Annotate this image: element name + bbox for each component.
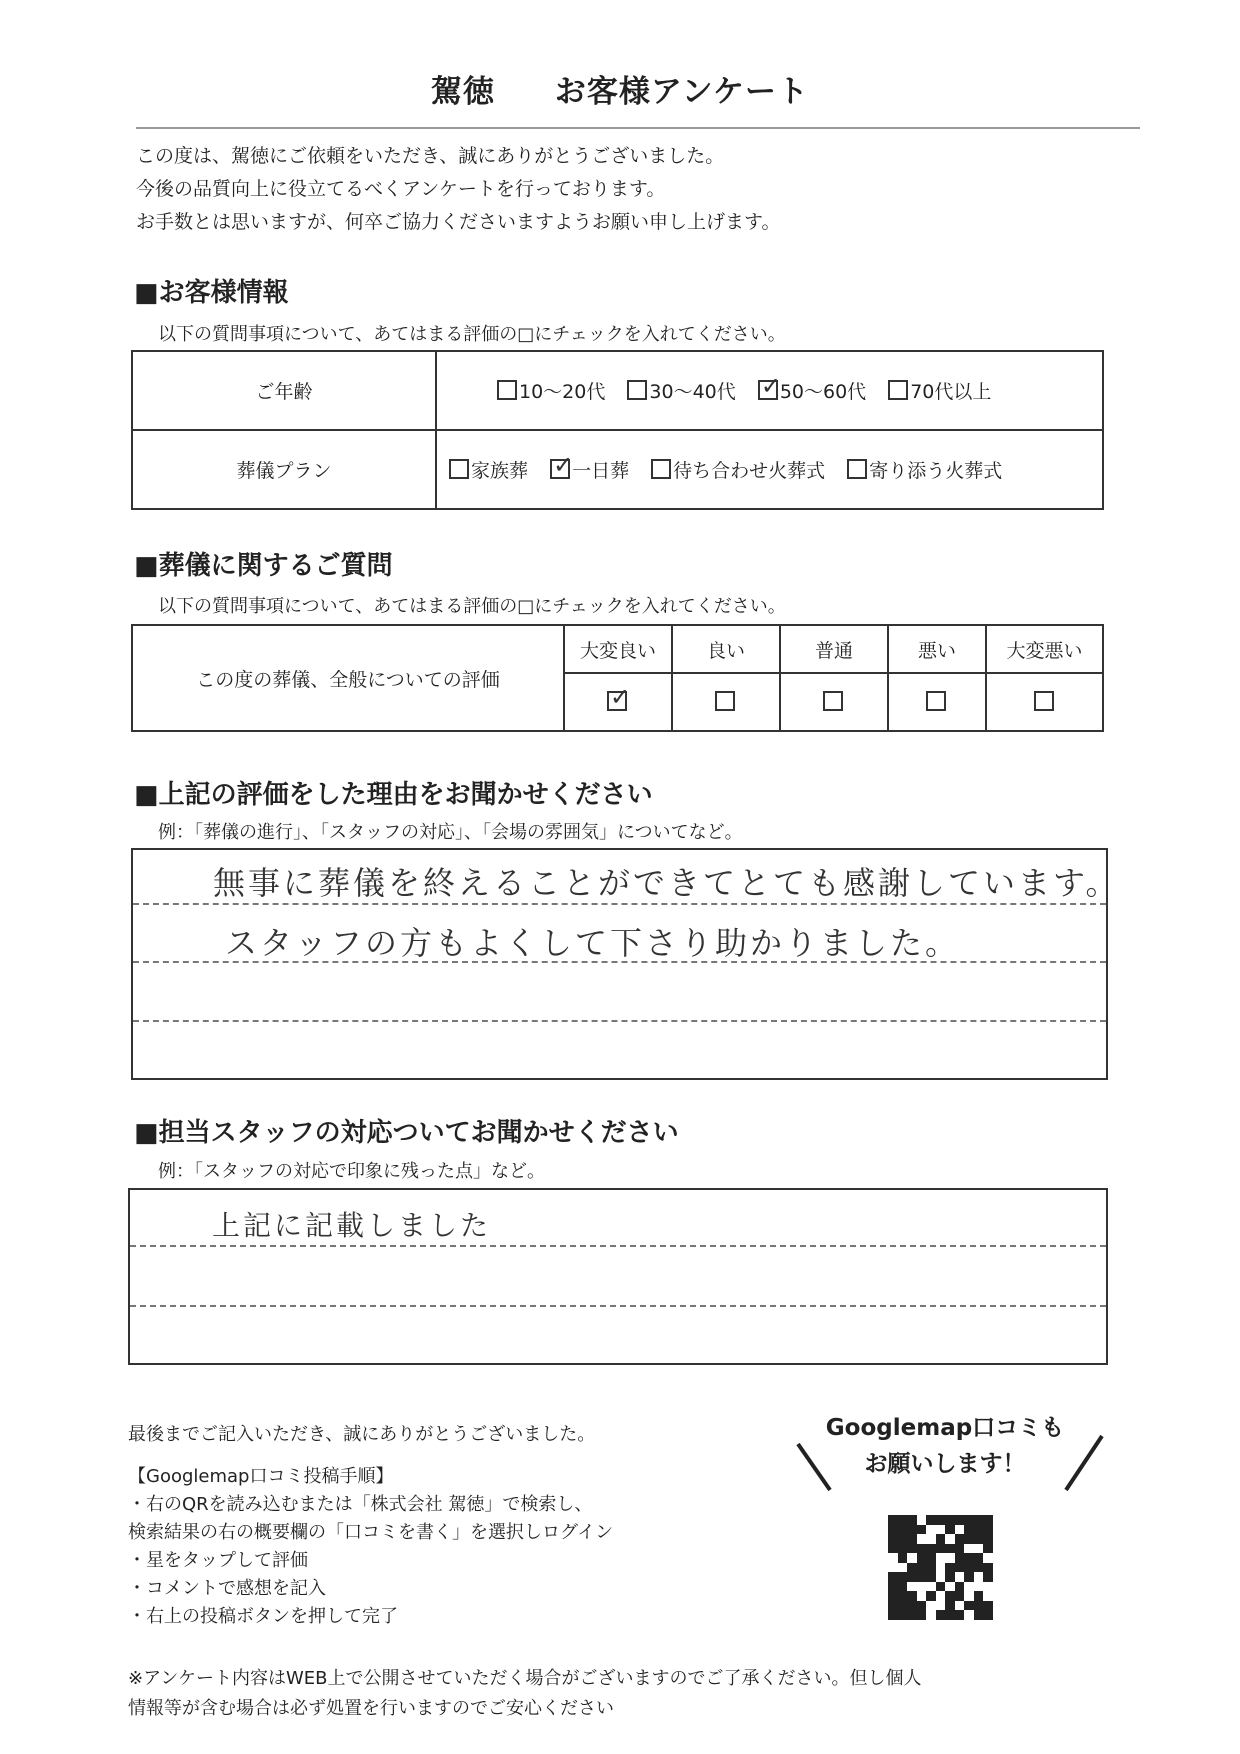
checkbox[interactable] — [926, 691, 946, 711]
qr-module — [955, 1544, 965, 1554]
qr-module — [955, 1572, 965, 1582]
qr-module — [926, 1601, 936, 1611]
qr-module — [926, 1553, 936, 1563]
promo-line: お願いします！ — [864, 1451, 1026, 1477]
qr-module — [945, 1563, 955, 1573]
qr-module — [955, 1515, 965, 1525]
rating-table — [131, 624, 1104, 732]
qr-module — [926, 1544, 936, 1554]
qr-module — [888, 1582, 898, 1592]
qr-module — [936, 1572, 946, 1582]
age-option[interactable]: 30～40代 — [627, 377, 735, 404]
qr-module — [907, 1553, 917, 1563]
qr-module — [964, 1534, 974, 1544]
qr-module — [898, 1572, 908, 1582]
qr-module — [945, 1544, 955, 1554]
qr-module — [964, 1601, 974, 1611]
qr-module — [917, 1553, 927, 1563]
qr-module — [907, 1582, 917, 1592]
qr-module — [898, 1610, 908, 1620]
qr-module — [974, 1582, 984, 1592]
steps-title: 【Googlemap口コミ投稿手順】 — [128, 1466, 394, 1487]
qr-module — [936, 1582, 946, 1592]
section-note: 以下の質問事項について、あてはまる評価の□にチェックを入れてください。 — [158, 324, 786, 345]
review-promo — [810, 1410, 1080, 1482]
checkbox[interactable] — [651, 459, 671, 479]
qr-module — [964, 1544, 974, 1554]
qr-module — [926, 1591, 936, 1601]
section-heading-customer-info: ■お客様情報 — [134, 278, 289, 308]
qr-module — [917, 1525, 927, 1535]
qr-module — [964, 1515, 974, 1525]
qr-module — [907, 1515, 917, 1525]
checkbox[interactable] — [1034, 691, 1054, 711]
qr-module — [888, 1563, 898, 1573]
qr-module — [936, 1525, 946, 1535]
section-example: 例：「葬儀の進行」、「スタッフの対応」、「会場の雰囲気」についてなど。 — [158, 822, 743, 843]
qr-module — [898, 1601, 908, 1611]
age-option[interactable]: 70代以上 — [888, 377, 991, 404]
checkbox-checked[interactable] — [550, 459, 570, 479]
qr-module — [888, 1601, 898, 1611]
qr-module — [917, 1591, 927, 1601]
qr-module — [888, 1610, 898, 1620]
step-item: ・右上の投稿ボタンを押して完了 — [128, 1606, 398, 1627]
closing-thanks: 最後までご記入いただき、誠にありがとうございました。 — [128, 1424, 596, 1445]
qr-module — [945, 1610, 955, 1620]
qr-module — [945, 1553, 955, 1563]
step-item: ・星をタップして評価 — [128, 1550, 308, 1571]
notice-line: ※アンケート内容はWEB上で公開させていただく場合がございますのでご了承ください。但し個人 — [128, 1668, 922, 1689]
reason-answer-box[interactable] — [131, 848, 1121, 1080]
publication-notice — [128, 1664, 922, 1724]
qr-module — [955, 1553, 965, 1563]
qr-module — [917, 1563, 927, 1573]
handwritten-answer-line: スタッフの方もよくして下さり助かりました。 — [225, 924, 961, 962]
qr-module — [974, 1591, 984, 1601]
qr-module — [964, 1591, 974, 1601]
qr-module — [898, 1553, 908, 1563]
qr-module — [983, 1553, 993, 1563]
qr-module — [964, 1553, 974, 1563]
qr-module — [898, 1525, 908, 1535]
qr-module — [955, 1534, 965, 1544]
qr-module — [926, 1572, 936, 1582]
qr-module — [907, 1525, 917, 1535]
qr-module — [936, 1544, 946, 1554]
qr-module — [955, 1610, 965, 1620]
age-options — [436, 351, 1103, 430]
checkbox[interactable] — [715, 691, 735, 711]
qr-module — [926, 1515, 936, 1525]
survey-name: お客様アンケート — [554, 74, 810, 110]
qr-module — [974, 1610, 984, 1620]
qr-module — [983, 1610, 993, 1620]
step-item: ・右のQRを読み込むまたは「株式会社 駕徳」で検索し、 — [128, 1494, 593, 1515]
qr-module — [983, 1544, 993, 1554]
qr-module — [926, 1525, 936, 1535]
qr-module — [955, 1582, 965, 1592]
qr-module — [983, 1572, 993, 1582]
qr-module — [983, 1601, 993, 1611]
qr-module — [955, 1525, 965, 1535]
qr-module — [964, 1525, 974, 1535]
qr-module — [917, 1610, 927, 1620]
checkbox-checked[interactable] — [758, 380, 778, 400]
qr-module — [907, 1563, 917, 1573]
company-name: 駕徳 — [430, 74, 495, 110]
qr-module — [983, 1582, 993, 1592]
qr-module — [907, 1544, 917, 1554]
qr-module — [955, 1601, 965, 1611]
qr-module — [964, 1572, 974, 1582]
plan-options — [436, 430, 1103, 509]
intro-line: 今後の品質向上に役立てるべくアンケートを行っております。 — [136, 178, 666, 200]
title-rule — [136, 127, 1140, 129]
qr-module — [888, 1525, 898, 1535]
staff-answer-box[interactable] — [128, 1188, 1108, 1365]
qr-module — [964, 1563, 974, 1573]
qr-module — [926, 1563, 936, 1573]
rating-cell — [780, 673, 888, 731]
qr-module — [888, 1591, 898, 1601]
rating-cell — [672, 673, 780, 731]
qr-module — [983, 1525, 993, 1535]
checkbox[interactable] — [847, 459, 867, 479]
qr-module — [945, 1534, 955, 1544]
survey-title — [0, 66, 1240, 111]
qr-module — [974, 1601, 984, 1611]
qr-module — [898, 1544, 908, 1554]
qr-module — [945, 1591, 955, 1601]
rating-cell — [986, 673, 1103, 731]
qr-module — [983, 1563, 993, 1573]
answer-line — [130, 1245, 1106, 1247]
qr-module — [974, 1563, 984, 1573]
qr-module — [964, 1582, 974, 1592]
qr-module — [898, 1582, 908, 1592]
checkbox[interactable] — [888, 380, 908, 400]
section-note: 以下の質問事項について、あてはまる評価の□にチェックを入れてください。 — [158, 596, 786, 617]
age-label: ご年齢 — [132, 351, 436, 430]
qr-module — [945, 1515, 955, 1525]
qr-module — [917, 1572, 927, 1582]
qr-module — [974, 1525, 984, 1535]
qr-module — [974, 1572, 984, 1582]
qr-module — [907, 1591, 917, 1601]
checkbox[interactable] — [449, 459, 469, 479]
qr-module — [945, 1572, 955, 1582]
age-option[interactable]: ✓ 50～60代 — [758, 377, 866, 404]
rating-header: 大変良い — [564, 625, 672, 673]
plan-option[interactable]: 待ち合わせ火葬式 — [651, 456, 825, 483]
qr-module — [907, 1534, 917, 1544]
plan-label: 葬儀プラン — [132, 430, 436, 509]
qr-module — [898, 1563, 908, 1573]
qr-module — [964, 1610, 974, 1620]
qr-module — [888, 1553, 898, 1563]
intro-line: この度は、駕徳にご依頼をいただき、誠にありがとうございました。 — [136, 145, 725, 167]
qr-module — [926, 1610, 936, 1620]
checkbox-checked[interactable] — [607, 691, 627, 711]
qr-module — [898, 1534, 908, 1544]
rating-header: 悪い — [888, 625, 986, 673]
checkbox[interactable] — [497, 380, 517, 400]
qr-module — [936, 1610, 946, 1620]
qr-module — [907, 1601, 917, 1611]
qr-module — [926, 1534, 936, 1544]
rating-cell — [564, 673, 672, 731]
qr-module — [955, 1563, 965, 1573]
qr-module — [936, 1601, 946, 1611]
promo-line: Googlemap口コミも — [825, 1415, 1065, 1441]
section-heading-staff: ■担当スタッフの対応ついてお聞かせください — [134, 1118, 679, 1148]
qr-module — [936, 1515, 946, 1525]
qr-module — [917, 1601, 927, 1611]
qr-module — [917, 1544, 927, 1554]
answer-line — [133, 1020, 1106, 1022]
qr-module — [983, 1515, 993, 1525]
section-heading-funeral-questions: ■葬儀に関するご質問 — [134, 551, 393, 581]
notice-line: 情報等が含む場合は必ず処置を行いますのでご安心ください — [128, 1698, 614, 1719]
handwritten-answer-line: 上記に記載しました — [212, 1209, 492, 1242]
intro-line: お手数とは思いますが、何卒ご協力くださいますようお願い申し上げます。 — [136, 211, 781, 233]
qr-module — [983, 1591, 993, 1601]
handwritten-answer-line: 無事に葬儀を終えることができてとても感謝しています。 — [213, 864, 1121, 902]
plan-option[interactable]: 家族葬 — [449, 456, 528, 483]
checkbox[interactable] — [627, 380, 647, 400]
step-item: ・コメントで感想を記入 — [128, 1578, 326, 1599]
qr-module — [917, 1582, 927, 1592]
qr-module — [983, 1534, 993, 1544]
qr-module — [907, 1572, 917, 1582]
rating-header: 良い — [672, 625, 780, 673]
qr-module — [945, 1582, 955, 1592]
plan-option[interactable]: 寄り添う火葬式 — [847, 456, 1002, 483]
qr-module — [917, 1534, 927, 1544]
qr-module — [917, 1515, 927, 1525]
qr-module — [936, 1534, 946, 1544]
age-option[interactable]: 10～20代 — [497, 377, 605, 404]
qr-module — [974, 1553, 984, 1563]
answer-line — [130, 1305, 1106, 1307]
qr-module — [945, 1601, 955, 1611]
qr-module — [888, 1544, 898, 1554]
section-example: 例：「スタッフの対応で印象に残った点」など。 — [158, 1161, 545, 1182]
qr-module — [945, 1525, 955, 1535]
qr-module — [926, 1582, 936, 1592]
qr-module — [888, 1515, 898, 1525]
qr-module — [888, 1534, 898, 1544]
qr-module — [907, 1610, 917, 1620]
rating-header: 普通 — [780, 625, 888, 673]
intro-text — [136, 140, 780, 239]
qr-module — [974, 1534, 984, 1544]
rating-question: この度の葬儀、全般についての評価 — [132, 625, 564, 731]
qr-module — [974, 1515, 984, 1525]
customer-info-table — [131, 350, 1104, 510]
qr-module — [936, 1563, 946, 1573]
plan-option[interactable]: ✓ 一日葬 — [550, 456, 629, 483]
qr-module — [955, 1591, 965, 1601]
section-heading-reason: ■上記の評価をした理由をお聞かせください — [134, 780, 653, 810]
qr-module — [888, 1572, 898, 1582]
rating-cell — [888, 673, 986, 731]
qr-module — [898, 1591, 908, 1601]
review-steps — [128, 1463, 613, 1631]
qr-module — [974, 1544, 984, 1554]
qr-code-icon[interactable] — [888, 1515, 993, 1620]
qr-module — [898, 1515, 908, 1525]
qr-module — [936, 1591, 946, 1601]
checkbox[interactable] — [823, 691, 843, 711]
rating-header: 大変悪い — [986, 625, 1103, 673]
qr-module — [936, 1553, 946, 1563]
step-item: 検索結果の右の概要欄の「口コミを書く」を選択しログイン — [128, 1522, 614, 1543]
